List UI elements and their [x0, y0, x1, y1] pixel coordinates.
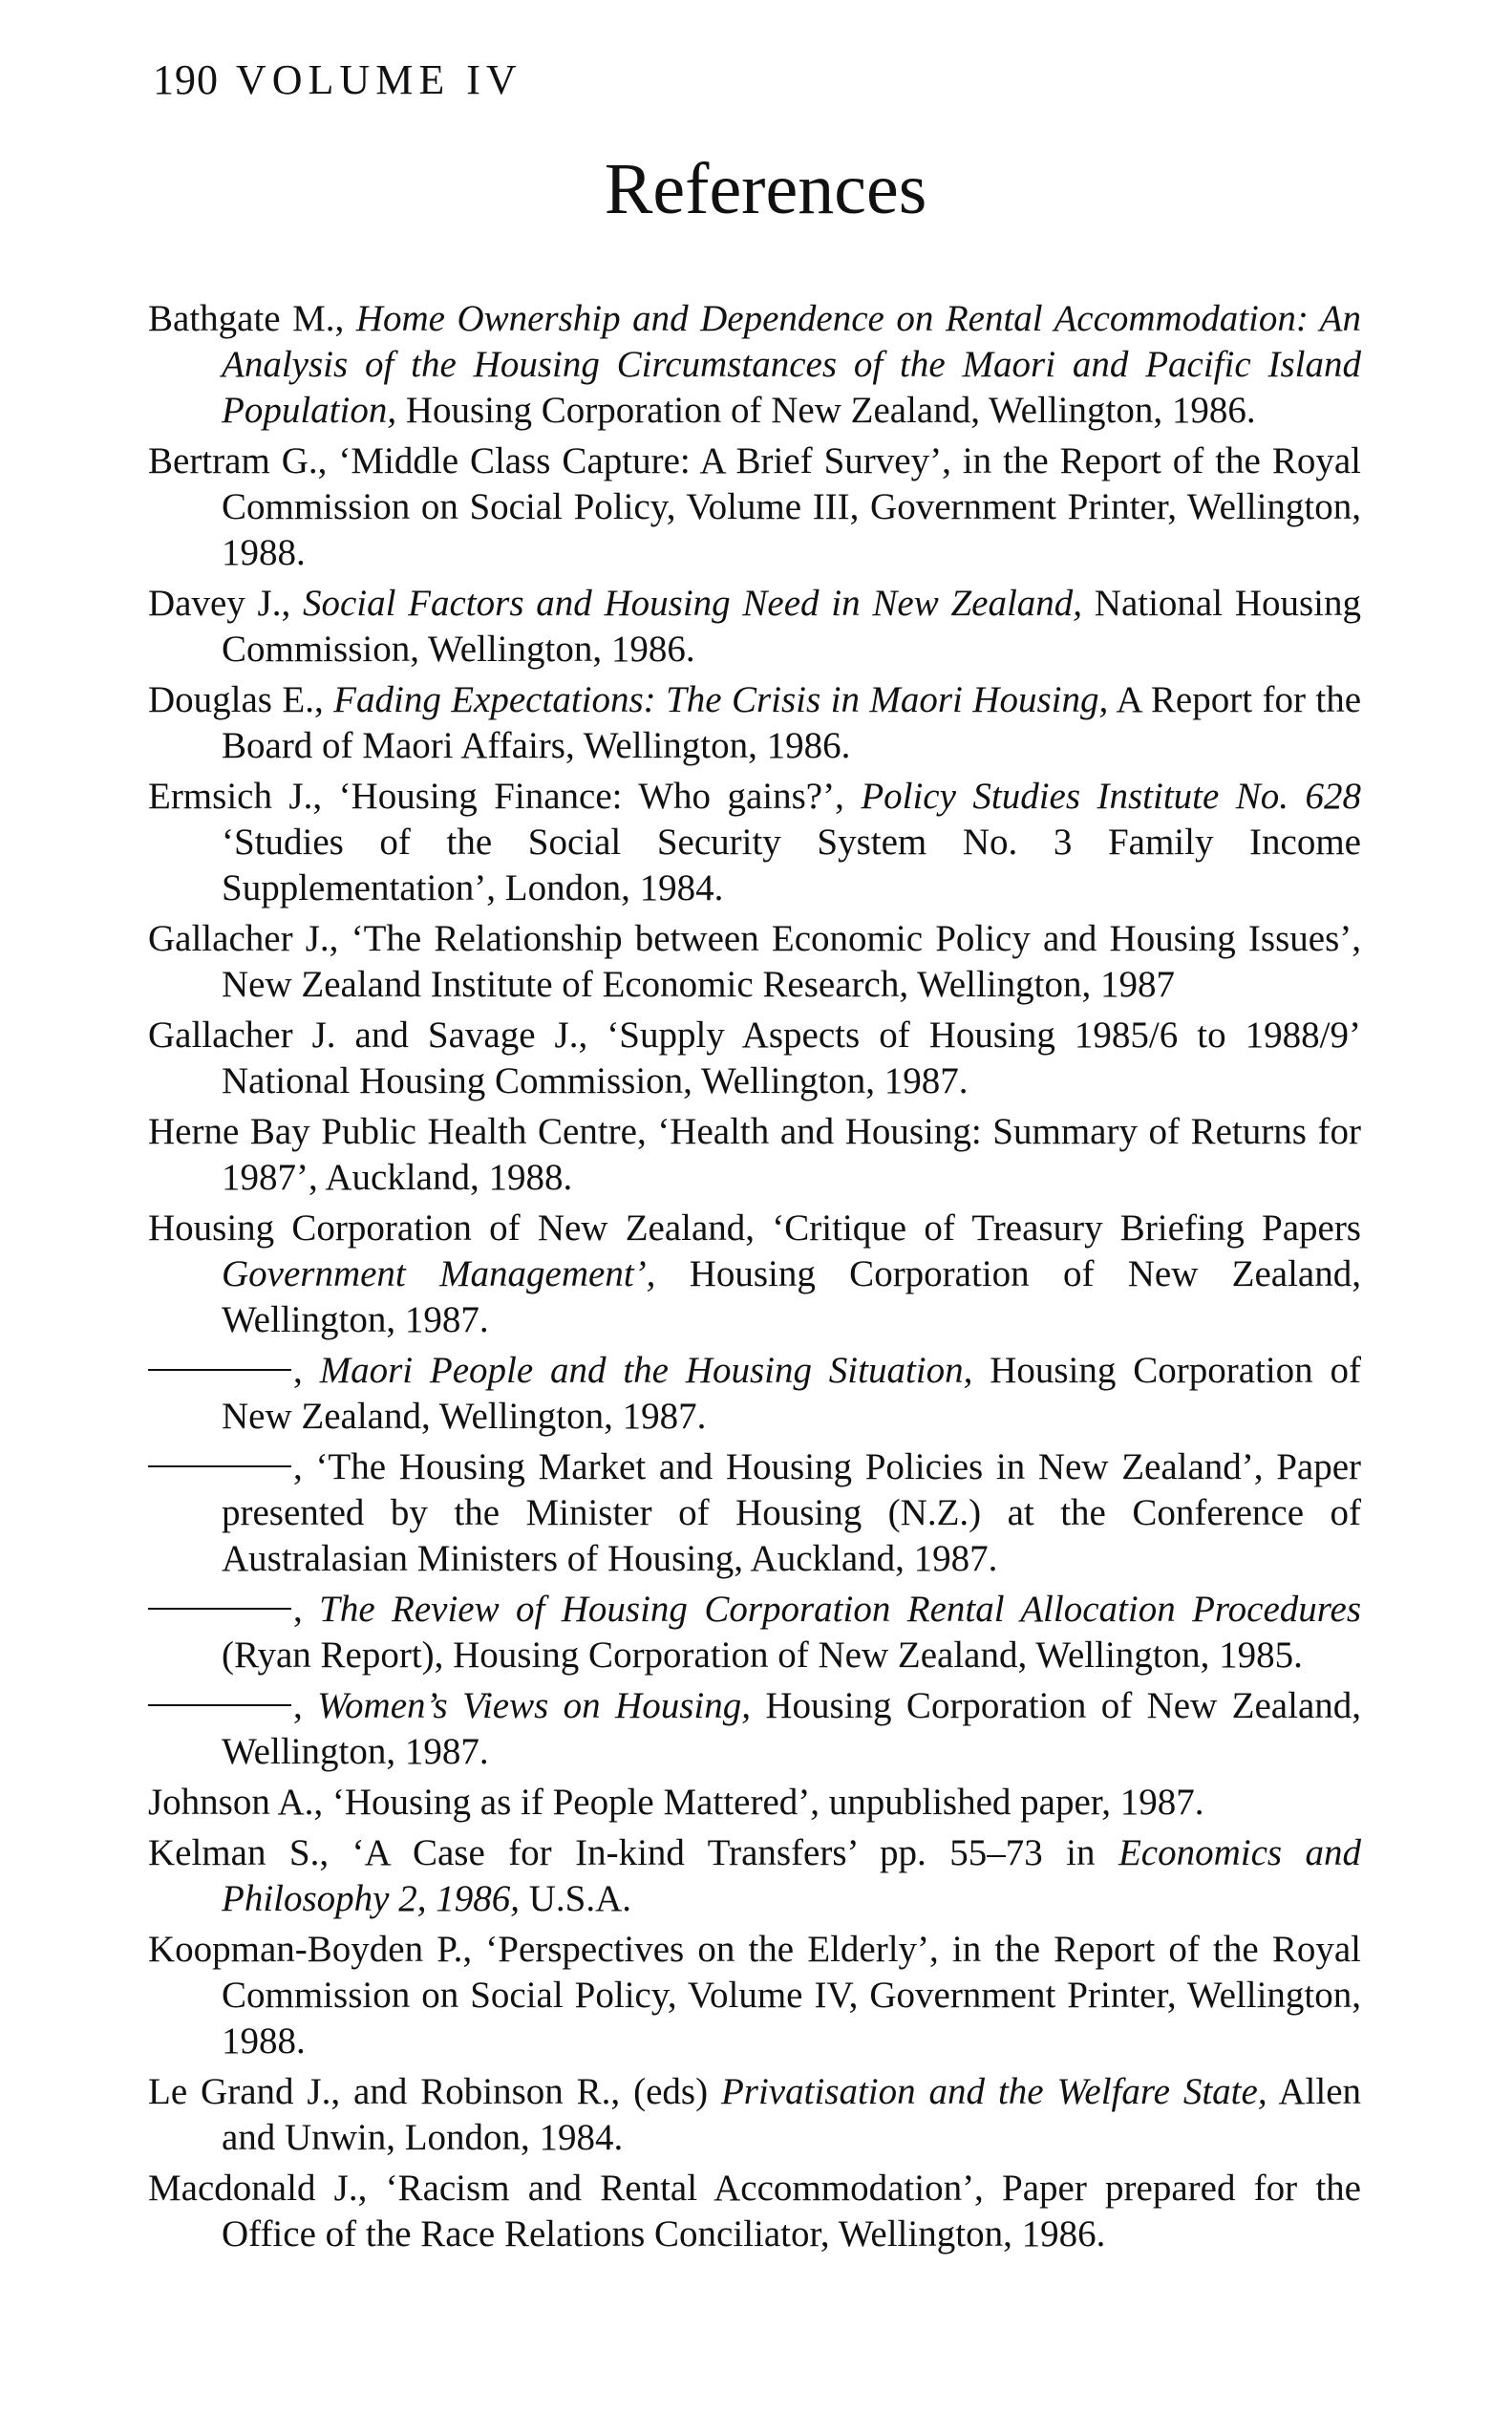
reference-title: Fading Expectations: The Crisis in Maori Housing,	[333, 679, 1109, 720]
reference-details: ‘Supply Aspects of Housing 1985/6 to 1988/9’ National Housing Commission, Wellington, 1987.	[222, 1015, 1361, 1101]
running-title: VOLUME IV	[236, 56, 522, 103]
reference-entry	[148, 1927, 1361, 2064]
reference-author: ,	[293, 1446, 316, 1487]
reference-details: Housing Corporation of New Zealand, Wellington, 1987.	[222, 1350, 1361, 1437]
reference-details: ‘The Relationship between Economic Policy and Housing Issues’, New Zealand Institute of Economic Research, Wellington, 1987	[222, 918, 1361, 1005]
reference-details: Allen and Unwin, London, 1984.	[222, 2071, 1361, 2158]
reference-author: Kelman S.,	[148, 1832, 352, 1873]
reference-entry	[148, 1780, 1361, 1826]
reference-entry	[148, 296, 1361, 434]
reference-details: Housing Corporation of New Zealand, Wellington, 1987.	[222, 1685, 1362, 1772]
page-number: 190	[153, 56, 219, 103]
reference-entry	[148, 2166, 1361, 2257]
reference-author: ,	[293, 1350, 320, 1391]
reference-title: Privatisation and the Welfare State,	[720, 2071, 1267, 2112]
reference-title: The Review of Housing Corporation Rental Allocation Procedures	[319, 1589, 1361, 1630]
page-title: References	[604, 149, 927, 229]
reference-details: ‘Studies of the Social Security System No. 3 Family Income Supplementation’, London, 1984.	[222, 822, 1361, 908]
reference-entry	[148, 1444, 1361, 1582]
ditto-dash	[148, 1369, 291, 1371]
reference-prefix: ‘Housing Finance: Who gains?’,	[338, 776, 862, 817]
reference-author: Bathgate M.,	[148, 298, 356, 339]
reference-details: ‘Health and Housing: Summary of Returns for 1987’, Auckland, 1988.	[222, 1111, 1361, 1198]
reference-details: National Housing Commission, Wellington, 1986.	[222, 583, 1362, 670]
reference-details: Housing Corporation of New Zealand, Wellington, 1987.	[222, 1253, 1361, 1340]
reference-prefix: ‘Critique of Treasury Briefing Papers	[772, 1208, 1361, 1249]
reference-entry	[148, 916, 1361, 1008]
reference-author: Macdonald J.,	[148, 2168, 386, 2209]
reference-details: ‘Perspectives on the Elderly’, in the Report of the Royal Commission on Social Policy, Volume IV, Government Printer, Wellington, 1988.	[222, 1929, 1361, 2062]
reference-title: Policy Studies Institute No. 628	[861, 776, 1361, 817]
reference-entry	[148, 1587, 1361, 1678]
reference-prefix: ‘A Case for In-kind Transfers’ pp. 55–73 in	[351, 1832, 1118, 1873]
reference-details: ‘The Housing Market and Housing Policies in New Zealand’, Paper presented by the Minister of Housing (N.Z.) at the Conference of Australasian Ministers of Housing, Auckland, 1987.	[222, 1446, 1362, 1579]
reference-author: ,	[293, 1685, 318, 1726]
reference-details: ‘Racism and Rental Accommodation’, Paper prepared for the Office of the Race Relations Conciliator, Wellington, 1986.	[222, 2168, 1361, 2255]
reference-author: Herne Bay Public Health Centre,	[148, 1111, 658, 1152]
reference-author: Gallacher J.,	[148, 918, 351, 959]
reference-entry	[148, 2069, 1361, 2161]
reference-author: Le Grand J., and Robinson R.,	[148, 2071, 634, 2112]
reference-author: Johnson A.,	[148, 1782, 332, 1823]
ditto-dash	[148, 1704, 291, 1706]
reference-author: Ermsich J.,	[148, 776, 339, 817]
reference-details: (Ryan Report), Housing Corporation of New Zealand, Wellington, 1985.	[222, 1635, 1303, 1676]
reference-author: Davey J.,	[148, 583, 303, 624]
reference-details: U.S.A.	[519, 1878, 632, 1919]
reference-title: Women’s Views on Housing,	[317, 1685, 751, 1726]
reference-title: Social Factors and Housing Need in New Zealand,	[302, 583, 1083, 624]
reference-entry	[148, 774, 1361, 911]
reference-entry	[148, 438, 1361, 576]
reference-entry	[148, 1109, 1361, 1201]
reference-entry	[148, 1206, 1361, 1343]
reference-title: Maori People and the Housing Situation,	[319, 1350, 973, 1391]
reference-entry	[148, 1683, 1361, 1775]
reference-details: ‘Housing as if People Mattered’, unpublished paper, 1987.	[331, 1782, 1204, 1823]
reference-author: Koopman-Boyden P.,	[148, 1929, 486, 1970]
reference-entry	[148, 1348, 1361, 1440]
reference-entry	[148, 581, 1361, 673]
reference-list	[148, 296, 1361, 2262]
reference-details: A Report for the Board of Maori Affairs, Wellington, 1986.	[222, 679, 1362, 766]
reference-entry	[148, 1013, 1361, 1104]
reference-details: Housing Corporation of New Zealand, Wellington, 1986.	[396, 390, 1256, 431]
reference-author: Bertram G.,	[148, 440, 339, 481]
reference-title: Economics and Philosophy 2, 1986,	[222, 1832, 1361, 1919]
ditto-dash	[148, 1608, 291, 1610]
reference-author: Housing Corporation of New Zealand,	[148, 1208, 773, 1249]
reference-author: Gallacher J. and Savage J.,	[148, 1015, 607, 1056]
reference-prefix: (eds)	[633, 2071, 721, 2112]
reference-details: ‘Middle Class Capture: A Brief Survey’, in the Report of the Royal Commission on Social Policy, Volume III, Government Printer, Wellington, 1988.	[222, 440, 1361, 573]
ditto-dash	[148, 1465, 291, 1467]
reference-author: ,	[293, 1589, 320, 1630]
reference-title: Government Management’,	[222, 1253, 656, 1294]
reference-entry	[148, 677, 1361, 769]
reference-title: Home Ownership and Dependence on Rental Accommodation: An Analysis of the Housing Circumstances of the Maori and Pacific Island Population,	[222, 298, 1361, 431]
reference-author: Douglas E.,	[148, 679, 334, 720]
reference-entry	[148, 1830, 1361, 1922]
running-header	[153, 56, 522, 103]
